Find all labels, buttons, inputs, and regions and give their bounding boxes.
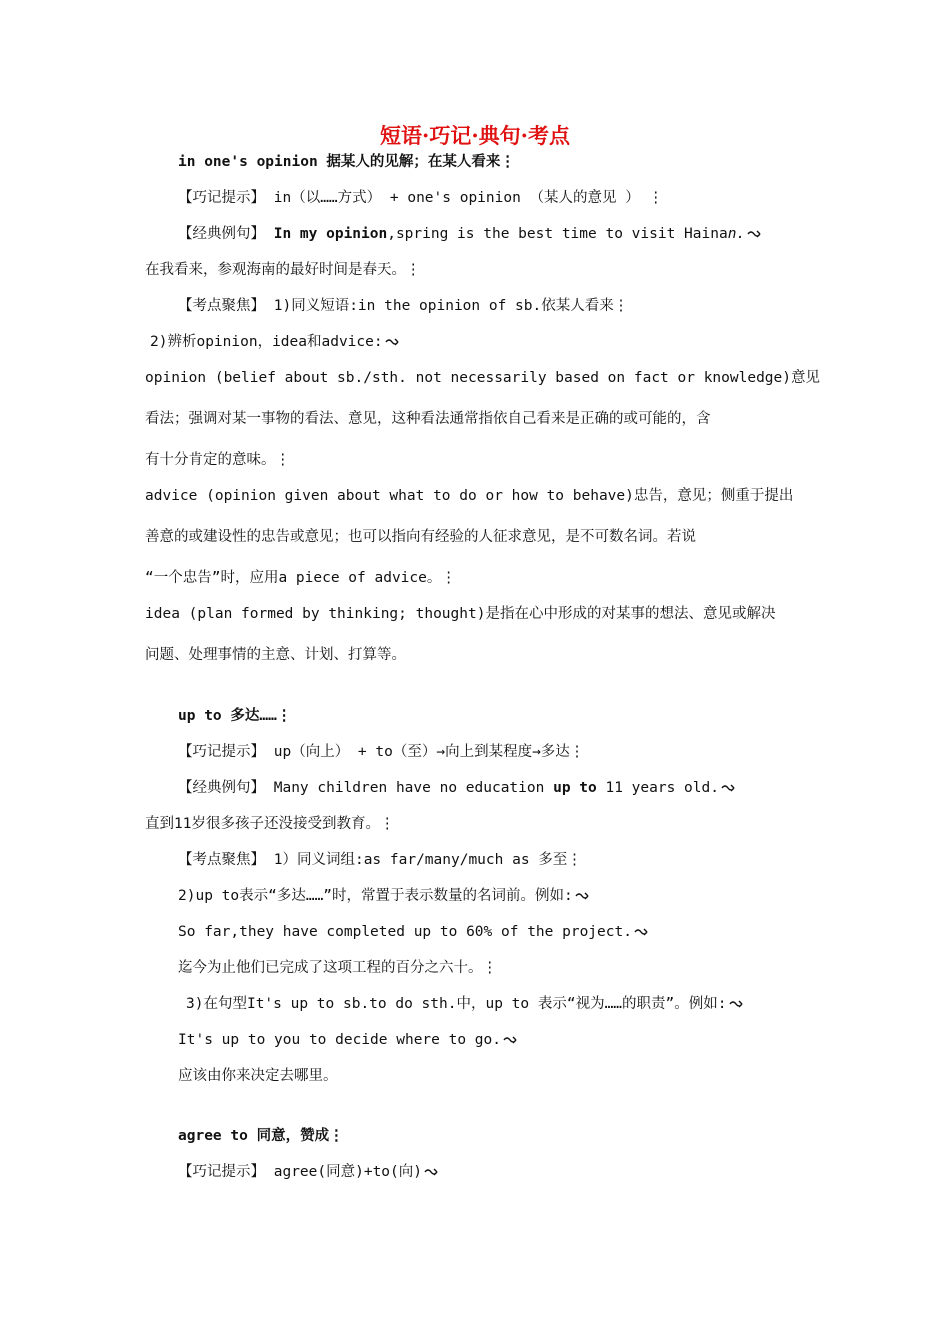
example-bold: up to <box>553 780 597 796</box>
keypoint-line <box>178 850 582 870</box>
keypoint-3-example-text: It's up to you to decide where to go. <box>178 1032 502 1048</box>
line-break-mark-icon <box>634 927 650 937</box>
tip-line <box>178 742 584 762</box>
advice-line-3 <box>145 568 456 588</box>
edit-mark: ⋮ <box>379 816 395 832</box>
idea-line-2: 问题、处理事情的主意、计划、打算等。 <box>145 647 406 663</box>
keypoint-2-example-text: So far,they have completed up to 60% of the project. <box>178 924 632 940</box>
line-break-mark-icon <box>424 1167 440 1177</box>
tip-label: 【巧记提示】 <box>178 190 265 206</box>
keypoint-2-example <box>178 922 650 942</box>
keypoint-line <box>178 296 628 316</box>
idea-line-1: idea (plan formed by thinking; thought)是指在心中形成的对某事的想法、意见或解决 <box>145 606 776 622</box>
line-break-mark-icon <box>729 999 745 1009</box>
example-text: Many children have no education <box>265 780 554 796</box>
diff-title-text: 2)辨析opinion，idea和advice: <box>150 334 383 350</box>
opinion-line-3 <box>145 450 290 470</box>
translation-text: 在我看来，参观海南的最好时间是春天。 <box>145 262 406 278</box>
edit-mark: ⋮ <box>569 744 585 760</box>
line-break-mark-icon <box>721 783 737 793</box>
edit-mark: ⋮ <box>482 960 497 976</box>
edit-mark: ⋮ <box>441 570 456 586</box>
edit-mark: ⋮ <box>275 452 290 468</box>
keypoint-3-example <box>178 1030 519 1050</box>
tip-label: 【巧记提示】 <box>178 744 265 760</box>
line-break-mark-icon <box>385 337 401 347</box>
keypoint-3 <box>186 994 745 1014</box>
example-bold: In my opinion <box>265 226 388 242</box>
tip-text: up（向上） + to（至）→向上到某程度→多达 <box>265 744 570 760</box>
keypoint-label: 【考点聚焦】 <box>178 298 265 314</box>
example-italic: n. <box>727 226 746 242</box>
line-break-mark-icon <box>747 229 763 239</box>
page-title: 短语·巧记·典句·考点 <box>380 123 570 148</box>
keypoint-3-text: 3)在句型It's up to sb.to do sth.中，up to 表示“视为……的职责”。例如: <box>186 996 727 1012</box>
diff-title <box>150 332 401 352</box>
phrase-heading-in-ones-opinion <box>178 152 515 172</box>
opinion-line-2: 看法；强调对某一事物的看法、意见，这种看法通常指依自己看来是正确的或可能的，含 <box>145 411 711 427</box>
edit-mark: ⋮ <box>406 262 421 278</box>
advice-line-1: advice (opinion given about what to do or how to behave)忠告，意见；侧重于提出 <box>145 488 794 504</box>
heading-text: agree to 同意，赞成 <box>178 1128 330 1144</box>
example-text: ,spring is the best time to visit Haina <box>387 226 728 242</box>
tip-label: 【巧记提示】 <box>178 1164 265 1180</box>
tip-line <box>178 1162 440 1182</box>
phrase-heading-agree-to <box>178 1126 344 1146</box>
example-text-end: 11 years old. <box>596 780 719 796</box>
edit-mark: ⋮ <box>613 298 629 314</box>
edit-mark: ⋮ <box>500 154 515 170</box>
opinion-line-1: opinion (belief about sb./sth. not necessarily based on fact or knowledge)意见 <box>145 370 821 386</box>
keypoint-3-translation: 应该由你来决定去哪里。 <box>178 1068 338 1084</box>
example-translation <box>145 260 421 280</box>
tip-text: agree(同意)+to(向) <box>265 1164 422 1180</box>
keypoint-label: 【考点聚焦】 <box>178 852 265 868</box>
translation-text: 直到11岁很多孩子还没接受到教育。 <box>145 816 380 832</box>
keypoint-2-text: 2)up to表示“多达……”时，常置于表示数量的名词前。例如: <box>178 888 573 904</box>
example-label: 【经典例句】 <box>178 226 265 242</box>
example-translation <box>145 814 394 834</box>
heading-text: in one's opinion 据某人的见解；在某人看来 <box>178 154 501 170</box>
line-break-mark-icon <box>503 1035 519 1045</box>
line-break-mark-icon <box>575 891 591 901</box>
edit-mark: ⋮ <box>329 1128 344 1144</box>
phrase-heading-up-to <box>178 706 291 726</box>
advice-line-2: 善意的或建设性的忠告或意见；也可以指向有经验的人征求意见，是不可数名词。若说 <box>145 529 696 545</box>
keypoint-text: 1）同义词组:as far/many/much as 多至 <box>265 852 568 868</box>
advice-line-3-text: “一个忠告”时，应用a piece of advice。 <box>145 570 442 586</box>
example-line <box>178 224 763 244</box>
tip-line <box>178 188 663 208</box>
opinion-line-3-text: 有十分肯定的意味。 <box>145 452 276 468</box>
keypoint-2-translation <box>178 958 497 978</box>
keypoint-2 <box>178 886 591 906</box>
edit-mark: ⋮ <box>276 708 292 724</box>
keypoint-text: 1)同义短语:in the opinion of sb.依某人看来 <box>265 298 614 314</box>
keypoint-2-translation-text: 迄今为止他们已完成了这项工程的百分之六十。 <box>178 960 483 976</box>
heading-text: up to 多达…… <box>178 708 277 724</box>
edit-mark: ⋮ <box>639 190 664 206</box>
edit-mark: ⋮ <box>567 852 582 868</box>
example-line <box>178 778 737 798</box>
example-label: 【经典例句】 <box>178 780 265 796</box>
tip-text: in（以……方式） + one's opinion （某人的意见 ） <box>265 190 640 206</box>
